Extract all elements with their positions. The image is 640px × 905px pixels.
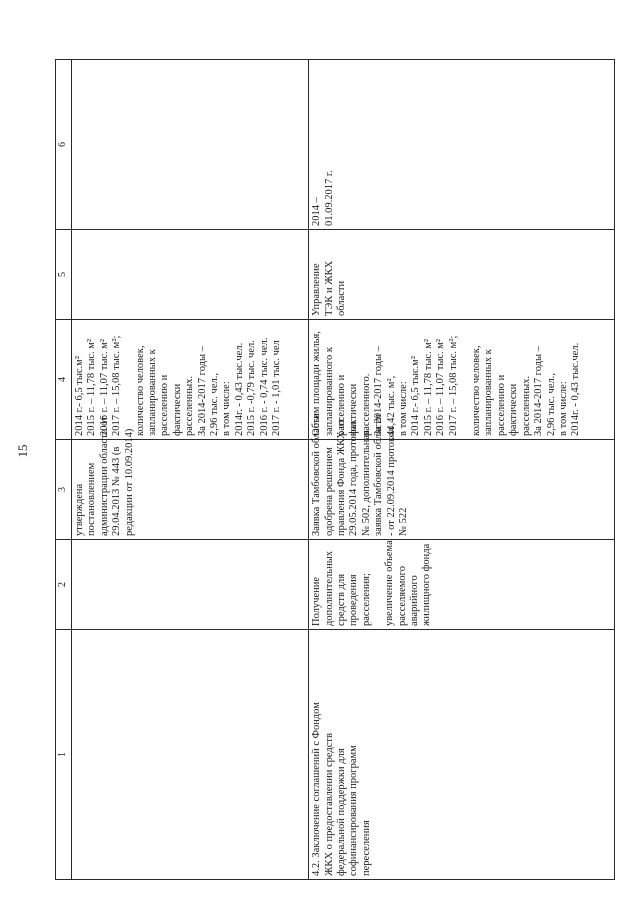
header-col-3: 3 bbox=[56, 440, 72, 540]
text-line: 44,42 тыс. м², bbox=[385, 375, 397, 436]
text-line: запланированного к bbox=[323, 347, 335, 436]
text-line: ТЭК и ЖКХ bbox=[323, 260, 335, 316]
text-line: 4.2. Заключение соглашений с Фондом bbox=[311, 702, 323, 876]
cell-row1-indicators bbox=[72, 320, 309, 440]
text-line: заявка Тамбовской области bbox=[373, 414, 385, 536]
text-line: 2016 г. – 11,07 тыс. м² bbox=[98, 338, 110, 436]
header-col-2: 2 bbox=[56, 540, 72, 630]
cell-row1-col5 bbox=[72, 230, 309, 320]
table-row bbox=[72, 60, 309, 880]
text-line: Объем площади жилья, bbox=[311, 331, 323, 436]
cell-row2-period bbox=[309, 60, 615, 230]
cell-row1-col2 bbox=[72, 540, 309, 630]
header-col-4: 4 bbox=[56, 320, 72, 440]
text-line: расселения; bbox=[360, 573, 372, 626]
header-col-6: 6 bbox=[56, 60, 72, 230]
text-line: переселения bbox=[360, 820, 372, 876]
text-line: в том числе: bbox=[221, 381, 233, 436]
text-line: одобрена решением bbox=[323, 447, 335, 536]
text-line: редакции от 10.09.2014) bbox=[123, 428, 135, 536]
text-line: запланированных к bbox=[147, 349, 159, 436]
plan-table bbox=[55, 59, 615, 880]
text-line: 2014 г.- 6,5 тыс.м² bbox=[74, 356, 85, 436]
text-line: администрации области от bbox=[98, 416, 110, 536]
text-line: федеральной поддержки для bbox=[336, 748, 347, 876]
text-line: Заявка Тамбовской области bbox=[311, 413, 323, 536]
text-line: расселению и bbox=[336, 374, 347, 436]
text-line: За 2014-2017 годы – bbox=[533, 346, 545, 436]
text-line: 2014г. - 0,43 тыс.чел. bbox=[570, 342, 582, 436]
text-line: проведения bbox=[348, 574, 360, 626]
text-line: 2015 г. -0,79 тыс. чел. bbox=[246, 340, 258, 436]
text-line: 2017 г. - 1,01 тыс. чел bbox=[271, 340, 283, 436]
spacer bbox=[460, 323, 471, 436]
text-line: фактически bbox=[348, 383, 360, 436]
text-line: № 522 bbox=[398, 507, 410, 536]
text-line: расселению и bbox=[159, 374, 171, 436]
text-line: ЖКХ о предоставлении средств bbox=[323, 733, 335, 876]
table-row bbox=[309, 60, 615, 880]
text-line: Управление bbox=[311, 263, 323, 316]
text-line: 2014 г.- 6,5 тыс.м² bbox=[410, 356, 422, 436]
text-line: 2014 – bbox=[311, 197, 323, 226]
text-line: в том числе: bbox=[557, 381, 569, 436]
text-line: аварийного bbox=[409, 575, 421, 626]
cell-row1-document bbox=[72, 416, 309, 540]
text-line: фактически bbox=[508, 383, 520, 436]
text-line: № 502, дополнительная bbox=[360, 430, 372, 536]
text-line: расселенного. bbox=[360, 373, 372, 436]
text-line: средств для bbox=[336, 573, 347, 626]
text-line: 29.05.2014 года, протокол bbox=[348, 421, 360, 536]
cell-row1-col6 bbox=[72, 60, 309, 230]
text-line: расселенных. bbox=[520, 375, 532, 436]
cell-row2-result bbox=[309, 540, 615, 630]
text-line: 2,96 тыс. чел., bbox=[209, 373, 221, 436]
header-col-5: 5 bbox=[56, 230, 72, 320]
text-line: - от 22.09.2014 протокол bbox=[385, 427, 397, 536]
text-line: дополнительных bbox=[323, 550, 335, 626]
text-line: Получение bbox=[311, 576, 323, 626]
text-line: жилищного фонда bbox=[421, 543, 433, 626]
text-line: 2017 г. – 15,08 тыс. м²; bbox=[111, 335, 123, 436]
text-line: 2015 г. – 11,78 тыс. м² bbox=[86, 338, 98, 436]
text-line: 2014г. - 0,43 тыс.чел. bbox=[233, 342, 245, 436]
text-line: За 2014-2017 годы – bbox=[196, 346, 208, 436]
page-number: 15 bbox=[15, 444, 30, 458]
header-col-1: 1 bbox=[56, 630, 72, 880]
cell-row2-action bbox=[309, 630, 615, 880]
text-line: утверждена bbox=[74, 483, 85, 536]
spacer bbox=[124, 323, 135, 436]
text-line: За 2014-2017 годы – bbox=[373, 346, 385, 436]
text-line: запланированных к bbox=[483, 349, 495, 436]
text-line: постановлением bbox=[86, 462, 98, 536]
text-line: количество человек, bbox=[134, 345, 146, 436]
text-line: 2016 г. - 0,74 тыс. чел. bbox=[258, 337, 270, 436]
cell-row2-document bbox=[309, 413, 615, 540]
text-line: расселенных. bbox=[184, 375, 196, 436]
text-line: правления Фонда ЖКХ от bbox=[336, 418, 347, 536]
text-line: 29.04.2013 № 443 (в bbox=[111, 446, 123, 536]
header-row bbox=[56, 60, 72, 880]
text-line: расселению и bbox=[495, 374, 507, 436]
cell-row1-col1 bbox=[72, 630, 309, 880]
cell-row2-indicators bbox=[309, 320, 615, 440]
text-line: расселяемого bbox=[396, 566, 408, 626]
cell-row2-responsible bbox=[309, 230, 615, 320]
text-line: фактически bbox=[171, 383, 183, 436]
text-line: увеличение объема bbox=[384, 540, 396, 626]
text-line: 2017 г. – 15,08 тыс. м²; bbox=[447, 335, 459, 436]
text-line: 2015 г. – 11,78 тыс. м² bbox=[422, 338, 434, 436]
text-line: количество человек, bbox=[471, 345, 483, 436]
spacer bbox=[373, 543, 384, 626]
text-line: области bbox=[336, 280, 347, 316]
text-line: 2,96 тыс. чел., bbox=[545, 373, 557, 436]
text-line: 01.09.2017 г. bbox=[323, 170, 335, 226]
text-line: 2016 г. – 11,07 тыс. м² bbox=[435, 338, 447, 436]
rotated-table-container bbox=[55, 60, 615, 880]
text-line: в том числе: bbox=[398, 381, 410, 436]
text-line: софинансирования программ bbox=[348, 745, 360, 876]
